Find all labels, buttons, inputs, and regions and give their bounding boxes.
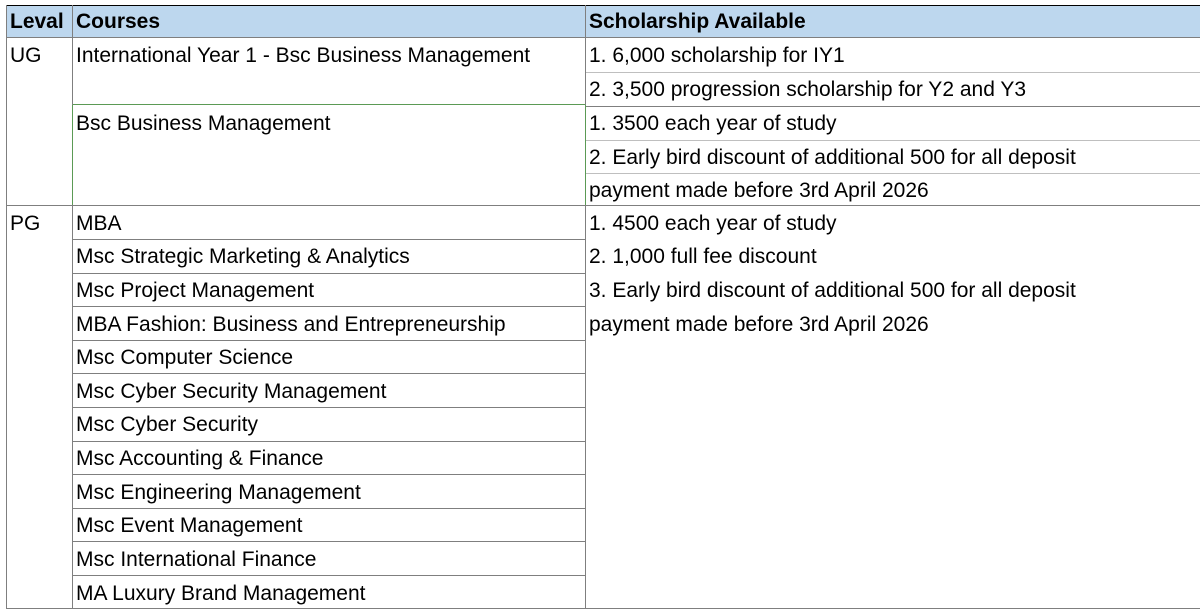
level-pg[interactable]: PG: [10, 212, 41, 235]
grid-line: [72, 407, 585, 408]
scholarship-ug-bsc-line-1[interactable]: 1. 3500 each year of study: [589, 112, 837, 135]
grid-line: [72, 474, 585, 475]
grid-line: [585, 173, 1200, 174]
grid-line: [72, 5, 73, 609]
course-pg-row[interactable]: Msc Event Management: [76, 514, 303, 537]
scholarship-pg-line-2[interactable]: 2. 1,000 full fee discount: [589, 245, 817, 268]
grid-line: [72, 441, 585, 442]
scholarship-ug-iy1-line-2[interactable]: 2. 3,500 progression scholarship for Y2 and Y3: [589, 78, 1027, 101]
grid-line: [72, 273, 585, 274]
header-courses[interactable]: Courses: [72, 5, 585, 37]
course-ug-bsc[interactable]: Bsc Business Management: [76, 112, 331, 135]
grid-line: [72, 373, 585, 374]
grid-line: [6, 205, 1200, 206]
grid-line: [72, 306, 585, 307]
level-ug[interactable]: UG: [10, 44, 42, 67]
grid-line: [585, 140, 1200, 141]
grid-line: [72, 104, 585, 105]
course-ug-iy1[interactable]: International Year 1 - Bsc Business Management: [76, 44, 531, 67]
grid-line: [585, 5, 586, 609]
grid-line: [585, 105, 586, 205]
grid-line: [6, 608, 1200, 609]
grid-line: [72, 575, 585, 576]
course-pg-row[interactable]: MBA Fashion: Business and Entrepreneurship: [76, 313, 506, 336]
scholarship-pg-line-1[interactable]: 1. 4500 each year of study: [589, 212, 837, 235]
grid-line: [72, 340, 585, 341]
header-scholarship[interactable]: Scholarship Available: [585, 5, 1200, 37]
scholarship-ug-iy1-line-1[interactable]: 1. 6,000 scholarship for IY1: [589, 44, 845, 67]
course-pg-row[interactable]: Msc Accounting & Finance: [76, 447, 324, 470]
course-pg-row[interactable]: MA Luxury Brand Management: [76, 582, 366, 605]
course-pg-row[interactable]: Msc Project Management: [76, 279, 315, 302]
scholarship-pg-line-3[interactable]: 3. Early bird discount of additional 500 for all deposit: [589, 279, 1076, 302]
grid-line: [6, 5, 7, 609]
course-pg-row[interactable]: Msc International Finance: [76, 548, 317, 571]
grid-line: [72, 239, 585, 240]
grid-line: [6, 5, 1200, 6]
grid-line: [585, 72, 1200, 73]
course-pg-row[interactable]: Msc Computer Science: [76, 346, 294, 369]
grid-line: [72, 105, 73, 205]
grid-line: [72, 541, 585, 542]
course-pg-row[interactable]: Msc Engineering Management: [76, 481, 361, 504]
grid-line: [72, 508, 585, 509]
scholarship-ug-bsc-line-2[interactable]: 2. Early bird discount of additional 500 for all deposit: [589, 146, 1076, 169]
grid-line: [6, 37, 1200, 38]
course-pg-row[interactable]: Msc Cyber Security Management: [76, 380, 387, 403]
scholarship-pg-line-4[interactable]: payment made before 3rd April 2026: [589, 313, 929, 336]
course-pg-row[interactable]: Msc Strategic Marketing & Analytics: [76, 245, 410, 268]
course-pg-row[interactable]: MBA: [76, 212, 122, 235]
header-level[interactable]: Leval: [6, 5, 72, 37]
scholarship-ug-bsc-line-3[interactable]: payment made before 3rd April 2026: [589, 179, 929, 202]
grid-line: [585, 106, 1200, 107]
course-pg-row[interactable]: Msc Cyber Security: [76, 413, 259, 436]
